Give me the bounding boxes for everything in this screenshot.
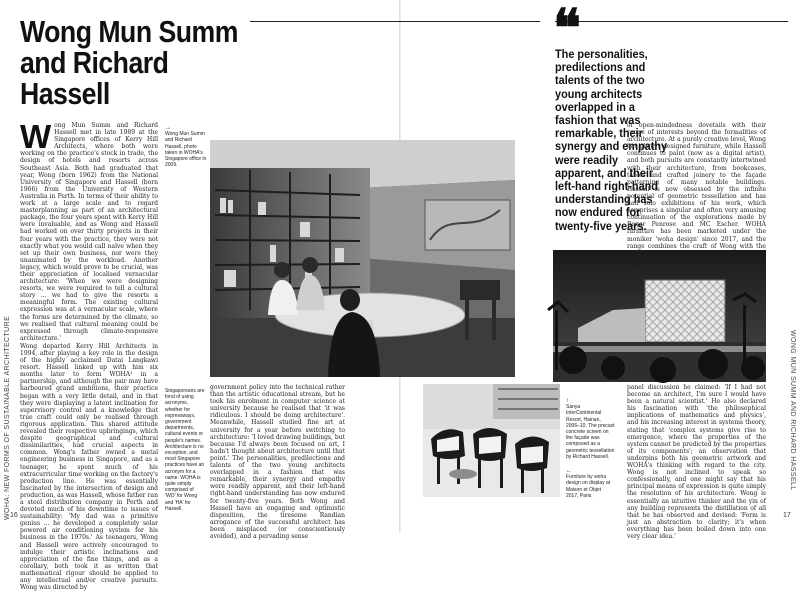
body-paragraph: government policy into the technical rather than the artistic educational stream, but he took his enrolment in computer science at university because he realised that 'it was ridiculous. I should be doing architecture'. Meanwhile, Hassell studied fine art at university for a year before switching to architecture: 'I loved drawing buildings, but because I'd always been focused on art, I hadn't thought about architecture until that point.' The personalities, predilections and talents of the two young architects overlapped in a fashion that was remarkable, their synergy and empathy were readily apparent, and their left-hand right-hand understanding has now endured for twenty-five years. Both Wong and Hassell have an engaging and optimistic disposition, the tiresome Randian arrogance of the successful architect has been misplaced (or conscientiously avoided), and a pervading sense [210, 384, 345, 540]
running-head-left: WOHA: NEW FORMS OF SUSTAINABLE ARCHITECTURE [4, 315, 11, 520]
pull-quote: The personalities, predilections and talents of the two young architects overlapped in a fashion that was remarkable, their synergy and empathy were readily apparent, and their left-hand right-hand understanding has now endured for twenty-five years. [555, 47, 668, 233]
body-column-3-top [627, 122, 766, 250]
building-photo [553, 250, 766, 382]
sidebar-note [165, 388, 205, 512]
arrow-left-icon: ← [566, 468, 572, 474]
body-column-3-bottom [627, 384, 766, 540]
drop-cap: W [20, 118, 52, 155]
arrow-up-icon: ↑ [566, 398, 569, 404]
caption-text: Singaporeans are fond of using acronyms, whether for expressways, government departments, cultural events or people's names. Architecture is no exception, and most Singapore practices have an acronym for a name. WOHA is quite simply comprised of 'WO' for Wong and 'HA' for Hassell. [165, 388, 205, 512]
caption-text: Sanya InterContinental Resort, Hainan, 2006–10. The precast concrete screen on the façade was composed as a geometric tessellation by Richard Hassell. [566, 404, 615, 460]
title-rule [250, 21, 540, 22]
furniture-photo [423, 384, 560, 497]
page-number-left: 16 [10, 512, 18, 519]
body-paragraph: ong Mun Summ and Richard Hassell met in late 1989 at the Singapore offices of Kerry Hill Architects, where both were working on the practice's stock in trade, the design of hotels and resorts across Southeast Asia. Both had graduated that year, Wong (born 1962) from the National University of Singapore and Hassell (born 1966) from the University of Western Australia in Perth. In terms of their ability to work at a large scale and to regard masterplanning as part of an architectural package, the four years spent with Kerry Hill were invaluable, and as Wong and Hassell had worked on over thirty projects in their four years with the practice, they were not exactly what you would call naïve when they set up their own business, nor were they unanimated by the workload. Another legacy, which would prove to be crucial, was their appreciation of localised vernacular architecture: 'When we were designing resorts, we were required to tell a cultural story ... we had to give the resorts a meaningful form. The existing cultural expression was at a vernacular scale, where the forms are determined by the climate, so we realised that cultural meaning could be expressed through climate-responsive architecture.' [20, 122, 158, 342]
body-column-1 [20, 118, 158, 591]
body-column-2 [210, 384, 345, 540]
portrait-caption [165, 125, 207, 168]
building-caption [566, 398, 616, 460]
body-paragraph: panel discussion he claimed: 'If I had not become an architect, I'm sure I would have been a natural scientist.' He also declared his fascination with 'the philosophical implications of mathematics and physics', and his increasing interest in systems theory, stating that 'complex systems give rise to emergence, where the properties of the system cannot be predicted by the properties of its components'; an observation that underpins both his geometric artwork and WOHA's thinking with regard to the city. Wong is not inclined to speak so confessionally, and one might say that his principal means of expression is quite simply the resolution of his architecture. Wong is essentially an intuitive thinker and the yin of any building represents the distillation of all that he has observed and devised: 'Form is just an abstraction to clarity; it's when everything has been boiled down into one very clear idea.' [627, 384, 766, 540]
furniture-caption [566, 468, 614, 499]
quote-mark-icon: ❝ [553, 1, 581, 58]
office-photo [210, 140, 515, 377]
running-head-right: WONG MUN SUMM AND RICHARD HASSELL [789, 330, 796, 491]
article-title: Wong Mun Summ and Richard Hassell [20, 14, 238, 111]
arrow-right-icon: → [165, 125, 171, 131]
caption-text: Furniture by woha design on display at Maison et Objet 2017, Paris. [566, 474, 611, 499]
page-number-right: 17 [783, 512, 791, 519]
caption-text: Wong Mun Summ and Richard Hassell, photo taken in WOHA's Singapore office in 2009. [165, 131, 207, 169]
title-rule-right [555, 21, 788, 22]
body-paragraph: Wong departed Kerry Hill Architects in 1994, after playing a key role in the design of the highly acclaimed Datai Langkawi resort. Hassell linked up with him six months later to form WOHA¹ in a partnership, and although the pair may have harboured grand ambitions, their practice began with a very little detail, and in that they were displaying a latent inclination for supervisory control and a knowledge that true craft could only be realised through rigorous application. This shared attitude revealed their respective upbringings, which despite geographical and cultural dissimilarities, had crucial aspects in common. Wong's father owned a metal engineering business in Singapore, and as a teenager, he spent much of his extracurricular time working on the factory's production line. He was essentially fascinated by the intersection of design and production, as was Hassell, whose father ran a steel distribution company in Perth and devoted much of his downtime to issues of sustainability: 'My dad was a primitive genius ... he developed a completely solar powered air conditioning system for his business in the 1970s.' As teenagers, Wong and Hassell were actively encouraged to indulge their artistic inclinations and appreciation of the fine things, and as a corollary, both took it as written that mathematical rigour should be applied to any intellectual and/or creative pursuits. Wong was directed by [20, 342, 158, 591]
body-paragraph: of open-mindedness dovetails with their range of interests beyond the formalities of architecture. At a purely creative level, Wong has always designed furniture, while Hassell continues to paint (now as a digital artist), and both pursuits are constantly intertwined with their architecture, from bookcases, tables and crafted joinery to the façade patterning of many notable buildings. Hassell is now obsessed by the infinite potential of geometric tessellation and has had solo exhibitions of his work, which comprises a singular and often very amusing continuation of the explorations made by Roger Penrose and MC Escher. WOHA furniture has been marketed under the moniker 'woha design' since 2017, and the range combines the craft of Wong with the [627, 122, 766, 250]
